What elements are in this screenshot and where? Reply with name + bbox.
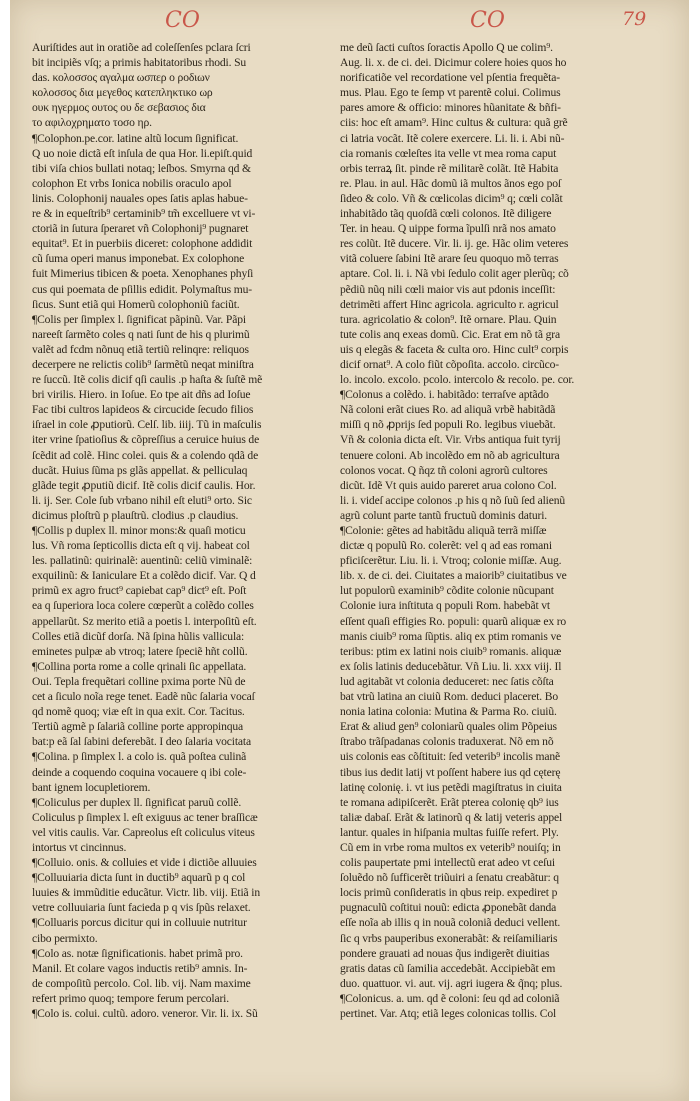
text-line: das. κολοσσος αγαλμα ωσπερ ο ροδιων	[32, 71, 210, 85]
text-line: Vñ & colonia dicta eſt. Vir. Vrbs antiqua fuit tyrij	[340, 433, 561, 447]
text-line: pertinet. Var. Atq; etiã leges colonicas tollis. Col	[340, 1007, 557, 1020]
text-line: vitã coluere ſabini Itẽ arare ſeu quoquo mõ terras	[340, 252, 559, 266]
text-line: tenuere coloni. Ab incolẽdo em nõ ab agricultura	[340, 448, 560, 462]
text-line: luuies & immũditie educãtur. Victr. lib. viij. Etiã in	[32, 886, 260, 900]
text-line: manis ciuib⁹ roma ſũptis. aliq ex ptim romanis ve	[340, 629, 562, 643]
text-line: ¶Colluio. onis. & colluies et vide i dictiõe alluuies	[32, 856, 257, 870]
text-line: les. pallatinũ: quirinalẽ: auentinũ: celiũ viminalẽ:	[32, 554, 253, 568]
text-line: inhabitãdo tãq quoſdã cœli colonos. Itẽ diligere	[340, 207, 552, 221]
text-line: ¶Coliculus per duplex ll. ſignificat paruũ collẽ.	[32, 795, 242, 809]
text-line: ¶Colina. p ſimplex l. a colo is. quã poſtea culinã	[32, 750, 247, 764]
text-line: exquilinũ: & Ianiculare Et a colẽdo dicif. Var. Q d	[32, 569, 256, 583]
text-line: equitat⁹. Et in puerbiis diceret: colophone addidit	[32, 237, 253, 251]
text-line: de compoſitũ percolo. Col. lib. vij. Nam maxime	[32, 976, 251, 990]
text-line: refert primo quoq; tempore ferum percolari.	[32, 991, 230, 1005]
text-line: ¶Colo as. notæ ſignificationis. habet primã pro.	[32, 946, 243, 960]
text-line: Auriſtides aut in oratiõe ad coleſſenſes pclara ſcri	[32, 41, 251, 54]
text-line: το αφιλοχρηματο τοσο ηρ.	[32, 116, 152, 130]
text-line: intortus vt cincinnus.	[32, 840, 127, 854]
text-line: eſſent quaſi effigies Ro. populi: quarũ aliquæ ex ro	[340, 614, 567, 628]
text-line: gratis datas cũ ſamilia accedebãt. Accipiebãt em	[340, 961, 556, 975]
text-line: valẽt ad fcdm nõnuq etiã tertiũ relinqre: reliquos	[32, 342, 249, 356]
text-line: uis q elegãs & faceta & culta oro. Hinc cult⁹ corpis	[340, 342, 569, 356]
text-line: appellarũt. Sz merito etiã a poetis l. interpoſitũ eſt.	[32, 614, 257, 628]
text-line: lut populorũ examinib⁹ cõdite colonie nũcupant	[340, 584, 554, 598]
text-line: ¶Colophon.pe.cor. latine altũ locum ſignificat.	[32, 131, 239, 145]
text-line: fuit Mimerius tibicen & poeta. Xenophanes phyſi	[32, 267, 254, 281]
text-line: me deũ ſacti cuſtos ſoractis Apollo Q ue colim⁹.	[340, 41, 553, 54]
text-line: uis colonis eas cõſtituit: ſed veterib⁹ incolis manẽ	[340, 750, 561, 764]
text-line: aptare. Col. li. i. Nã vbi ſedulo colit ager plerũq; cõ	[340, 267, 569, 281]
text-line: ¶Colo is. colui. cultũ. adoro. veneror. Vir. li. ix. Sũ	[32, 1007, 258, 1020]
text-line: tibus ius dedit latij vt poſſent habere ius qd cęterę	[340, 765, 561, 779]
text-line: ſcẽdit ad colẽ. Hinc colei. quis & a colendo qdã de	[32, 448, 259, 462]
text-line: vetre colluuiaria ſunt facieda p q vis ſpũs relaxet.	[32, 901, 251, 915]
text-line: decerpere ne relictis colib⁹ ſarmẽtũ neqat miniſtra	[32, 357, 254, 371]
text-line: pẽdiũ nũq nili cœli maior vis aut pdonis inceſſit:	[340, 282, 556, 296]
text-line: glãde tegit ꝓputiũ dicif. Itẽ colis dicif caulis. Hor.	[32, 478, 256, 492]
text-line: mus. Plau. Ego te ſemp vt parentẽ colui. Colimus	[340, 86, 561, 100]
text-line: tute colis anq exeas domũ. Cic. Erat em nõ tã gra	[340, 327, 560, 341]
text-line: ciis: hoc eſt amam⁹. Hinc cultus & cultura: quã grẽ	[340, 116, 568, 130]
text-line: Colonie iura inſtituta q populi Rom. habebãt vt	[340, 599, 550, 613]
text-line: res colũt. Itẽ ducere. Vir. li. ij. ge. Hãc olim veteres	[340, 237, 569, 251]
text-line: lus. Vñ roma ſepticollis dicta eſt q vij. habeat col	[32, 539, 250, 553]
text-line: Tertiũ agmẽ p ſalariã colline porte appropinqua	[32, 720, 244, 734]
text-line: ¶Collina porta rome a colle qrinali ſic appellata.	[32, 659, 247, 673]
text-line: lud agitabãt vt colonia deduceret: nec ſatis cõſta	[340, 674, 554, 688]
text-line: colonos vocat. Q ñqz tñ coloni agrorũ cultores	[340, 463, 548, 477]
text-line: bri virilis. Hiero. in Ioſue. Eo tpe ait dñs ad Ioſue	[32, 388, 251, 402]
text-line: ¶Colis per ſimplex l. ſignificat pãpinũ. Var. Pãpi	[32, 312, 246, 326]
text-line: dictæ q populũ Ro. colerẽt: vel q ad eas romani	[340, 539, 552, 553]
text-line: re & in equeſtrib⁹ certaminib⁹ tm̃ excelluere vt vi-	[32, 207, 256, 221]
text-line: miſſi q nõ ꝓprijs ſed populi Ro. legibus viuebãt.	[340, 418, 556, 432]
text-line: li. ij. Ser. Cole ſub vrbano nihil eſt eluti⁹ orto. Sic	[32, 493, 252, 507]
text-line: ουκ ηγερμος ουτος ου δε σεβασιος δια	[32, 101, 206, 115]
text-line: colis paupertate pmi intellectũ erat adeo vt ceſui	[340, 856, 555, 870]
text-line: locis primũ conſideratis in qbus reip. expediret p	[340, 886, 558, 900]
text-line: pficiſcerẽtur. Liu. li. i. Vtroq; colonie miſſæ. Aug.	[340, 554, 562, 568]
book-page	[10, 0, 689, 1101]
text-line: Erat & aliud gen⁹ coloniarũ quales olim Põpeius	[340, 720, 557, 734]
text-line: bit incipiẽs vſq; a primis habitatoribus rhodi. Su	[32, 56, 247, 70]
text-line: dicimus ploſtrũ p plauſtrũ. clodius .p claudius.	[32, 508, 239, 522]
text-line: primũ ex agro fruct⁹ capiebat cap⁹ dict⁹ eſt. Poſt	[32, 584, 247, 598]
text-line: ſtrabo trãſpadanas colonis traduxerat. Nõ em nõ	[340, 735, 554, 749]
text-line: taliæ dabaſ. Erãt & latinorũ q & latij veteris appel	[340, 810, 563, 824]
text-line: Coliculus p ſimplex l. eſt exiguus ac tener braſſicæ	[32, 810, 258, 824]
text-line: Nã coloni erãt ciues Ro. ad aliquã vrbẽ habitãdã	[340, 403, 556, 417]
text-line: re. Plau. in aul. Hãc domũ iã multos ãnos ego poſ	[340, 176, 561, 190]
text-line: lo. incolo. excolo. pcolo. intercolo & recolo. pe. cor.	[340, 373, 575, 387]
text-line: duo. quattuor. vi. aut. vij. agri iugera & q̃nq; plus.	[340, 976, 563, 990]
text-line: pugnaculũ coſtitui nouũ: edicta ꝓponebãt danda	[340, 901, 557, 915]
text-line: pares amore & officio: minores hũanitate & bñfi-	[340, 101, 561, 115]
text-line: eminetes pulpæ ab vtroq; latere ſpeciẽ hñt collũ.	[32, 644, 248, 658]
text-line: cus qui poemata de pſillis edidit. Polymaſtus mu-	[32, 282, 252, 296]
text-line: Fac tibi cultros lapideos & circucide ſecudo filios	[32, 403, 254, 417]
text-line: ¶Colonie: gẽtes ad habitãdu aliquã terrã miſſæ	[340, 524, 547, 537]
text-line: norificatiõe vel recordatione vel pſentia frequẽta-	[340, 71, 560, 85]
text-line: detrimẽti affert Hinc agricola. agriculto r. agricul	[340, 297, 559, 311]
text-line: Aug. li. x. de ci. dei. Dicimur colere hoies quos ho	[340, 56, 567, 70]
text-line: iſrael in cole ꝓputiorũ. Celſ. lib. iiij. Tũ in maſculis	[32, 418, 262, 432]
text-line: cet a ſiculo noĩa rege tenet. Eadẽ nũc ſalaria vocaſ	[32, 690, 255, 704]
text-line: nareeſt ſarmẽto coles q nati ſunt de his q plurimũ	[32, 327, 250, 341]
text-line: Oui. Tepla frequẽtari colline pxima porte Nũ de	[32, 674, 246, 688]
folio-number: 79	[622, 8, 647, 30]
text-line: Q uo noie dictã eſt inſula de qua Hor. li.epiſt.quid	[32, 146, 253, 160]
text-line: colophon Et vrbs Ionica nobilis oraculo apol	[32, 176, 232, 190]
text-line: ſic q vrbs pauperibus exonerabãt: & reiſamiliaris	[340, 931, 558, 945]
text-line: ctoriã in ſutura ſperaret vñ Colophonij⁹ pugnaret	[32, 222, 249, 236]
text-line: ducãt. Huius ſũma ps glãs appellat. & pelliculaq	[32, 463, 248, 477]
text-line: te romana adipiſcerẽt. Erãt pterea colonię qb⁹ ius	[340, 795, 559, 809]
left-column	[32, 40, 324, 1021]
text-line: bat:p eã ſal ſabini deferebãt. I deo ſalaria vocitata	[32, 735, 251, 749]
text-line: cia romanis cœleſtes ita velle vt mea roma caput	[340, 146, 557, 160]
text-line: latinę colonię. i. vt ius petẽdi magiſtratus in ciuita	[340, 780, 562, 794]
text-line: bant ignem locupletiorem.	[32, 780, 151, 794]
text-line: qd nomẽ quoq; viæ eſt in qua exit. Cor. Tacitus.	[32, 705, 245, 719]
text-line: agrũ colunt parte tantũ fructuũ dominis daturi.	[340, 508, 548, 522]
text-line: iter vrine ſpatioſius & cõpreſſius a ceruice huius de	[32, 433, 260, 447]
text-line: Cũ em in vrbe roma multos ex veterib⁹ nouiſq; in	[340, 840, 561, 854]
text-line: bat vtrũ latina an ciuiũ Rom. deduci placeret. Bo	[340, 690, 559, 704]
text-line: lantur. quales in hiſpania multas fuiſſe refert. Ply.	[340, 825, 559, 839]
text-line: ſoluẽdo nõ ſufficerẽt triũuiri a ſenatu creabãtur: q	[340, 871, 559, 885]
text-line: nonia latina colonia: Mutina & Parma Ro. ciuiũ.	[340, 705, 557, 719]
text-line: orbis terraꝝ ſit. pinde rẽ militarẽ colãt. Itẽ Habita	[340, 161, 559, 175]
text-line: cibo permixto.	[32, 931, 98, 945]
text-line: linis. Colophonij nauales opes ſatis aplas habue-	[32, 191, 248, 205]
text-line: deinde a coquendo coquina vocauere q ibi cole-	[32, 765, 247, 779]
text-line: ¶Collis p duplex ll. minor mons:& quaſi moticu	[32, 524, 246, 537]
text-line: dicif ornat⁹. A colo fiũt cõpoſita. accolo. circũco-	[340, 357, 560, 371]
running-head-right: CO	[470, 8, 505, 33]
text-line: ex ſolis latinis deducebãtur. Vñ Liu. li. xxx viij. Il	[340, 659, 562, 673]
text-line: ſicus. Sunt etiã qui Homerũ colophoniũ faciũt.	[32, 297, 240, 311]
text-line: cũ ſuma operi manus imponebat. Ex colophone	[32, 252, 245, 266]
text-line: ¶Colonicus. a. um. qd ẽ coloni: ſeu qd ad coloniã	[340, 991, 560, 1005]
text-line: tura. agricolatio & colon⁹. Itẽ ornare. Plau. Quin	[340, 312, 557, 326]
text-line: dicũt. Idẽ Vt quis auido pareret arua colono Col.	[340, 478, 557, 492]
text-line: κολοσσος δια μεγεθος κατεπληκτικο ωρ	[32, 86, 213, 100]
running-head-left: CO	[165, 8, 200, 33]
text-line: li. i. videſ accipe colonos .p his q nõ ſuũ ſed alienũ	[340, 493, 566, 507]
text-line: Manil. Et colare vagos inductis retib⁹ amnis. In-	[32, 961, 248, 975]
text-line: eſſe noĩa ab illis q in nouã coloniã deduci vellent.	[340, 916, 561, 930]
text-line: ¶Colluaris porcus dicitur qui in colluuie nutritur	[32, 916, 247, 930]
text-line: tibi viſa chios bullati notaq; leſbos. Smyrna qd &	[32, 161, 251, 175]
text-line: re ſuccũ. Itẽ colis dicif qſi caulis .p haſta & ſuſtẽ mẽ	[32, 373, 263, 387]
text-line: ſideo & colo. Vñ & cœlicolas dicim⁹ q; cœli colãt	[340, 191, 563, 205]
text-line: ci latria vocãt. Itẽ colere exercere. Li. li. i. Abi nũ-	[340, 131, 565, 145]
text-line: vel vitis caulis. Var. Capreolus eſt coliculus viteus	[32, 825, 255, 839]
right-column	[340, 40, 632, 1021]
text-line: Colles etiã dicũf dorſa. Nã ſpina hũlis vallicula:	[32, 629, 245, 643]
text-line: lib. x. de ci. dei. Ciuitates a maiorib⁹ ciuitatibus ve	[340, 569, 567, 583]
text-line: ¶Colonus a colẽdo. i. habitãdo: terraſve aptãdo	[340, 388, 549, 402]
text-line: teribus: ptim ex latini nois ciuib⁹ romanis. aliquæ	[340, 644, 562, 658]
text-line: ¶Colluuiaria dicta ſunt in ductib⁹ aquarũ p q col	[32, 871, 246, 885]
text-line: pondere grauati ad nouas q̃us indigerẽt diuitias	[340, 946, 550, 960]
text-line: Ter. in heau. Q uippe forma ĩpulſi nrã nos amato	[340, 222, 556, 236]
text-line: ea q ſuperiora loca colere cœperũt a colẽdo colles	[32, 599, 254, 613]
